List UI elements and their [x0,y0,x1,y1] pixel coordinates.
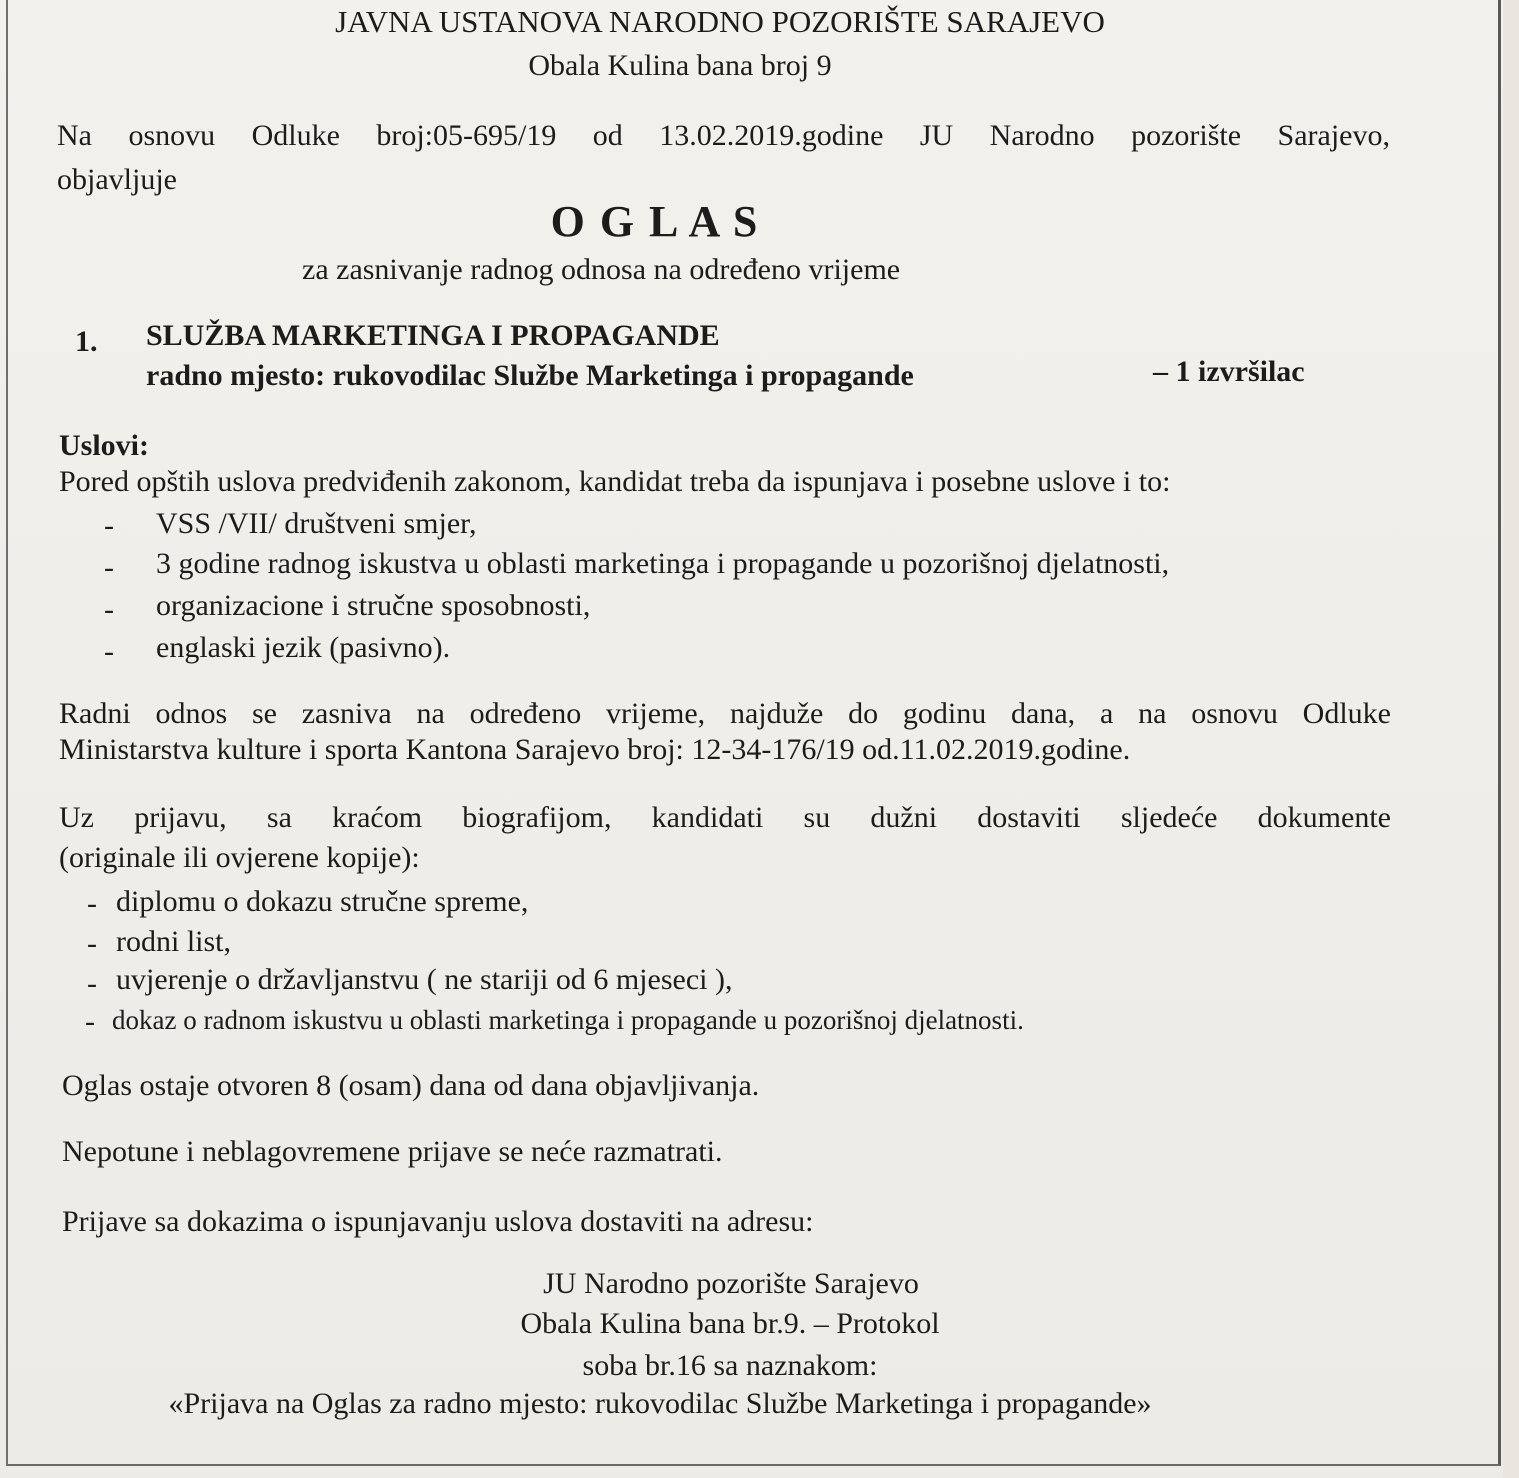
condition-item: VSS /VII/ društveni smjer, [156,507,477,540]
condition-item: englaski jezik (pasivno). [156,631,451,664]
condition-item: 3 godine radnog iskustva u oblasti marketinga i propagande u pozorišnoj djelatnosti, [156,547,1170,580]
page-edge [1503,0,1519,1478]
position-number: 1. [75,325,98,358]
bullet-dash: - [104,635,114,668]
bullet-dash: - [87,927,97,960]
address-line-1: JU Narodno pozorište Sarajevo [543,1267,919,1300]
open-period-note: Oglas ostaje otvoren 8 (osam) dana od dana objavljivanja. [62,1069,760,1102]
document-item: uvjerenje o državljanstvu ( ne stariji od 6 mjeseci ), [116,963,733,996]
employment-line-1: Radni odnos se zasniva na određeno vrijeme, najduže do godinu dana, a na osnovu Odluke [59,697,1391,730]
intro-line-2: objavljuje [57,163,177,196]
document-item: rodni list, [116,925,232,958]
employment-line-2: Ministarstva kulture i sporta Kantona Sarajevo broj: 12-34-176/19 od.11.02.2019.godine. [59,733,1131,766]
page-title: O G L A S [550,197,760,246]
send-to-note: Prijave sa dokazima o ispunjavanju uslova dostaviti na adresu: [62,1205,814,1238]
institution-address: Obala Kulina bana broj 9 [528,49,832,82]
intro-line-1: Na osnovu Odluke broj:05-695/19 od 13.02.2019.godine JU Narodno pozorište Sarajevo, [57,119,1390,152]
documents-line-2: (originale ili ovjerene kopije): [59,841,420,874]
address-line-2: Obala Kulina bana br.9. – Protokol [520,1307,940,1340]
address-line-4: «Prijava na Oglas za radno mjesto: rukovodilac Službe Marketinga i propagande» [168,1387,1152,1420]
bullet-dash: - [85,1005,95,1038]
bullet-dash: - [104,551,114,584]
incomplete-note: Nepotune i neblagovremene prijave se neće razmatrati. [62,1135,723,1168]
job-title: radno mjesto: rukovodilac Službe Marketinga i propagande [146,359,914,392]
bullet-dash: - [87,967,97,1000]
documents-line-1: Uz prijavu, sa kraćom biografijom, kandidati su dužni dostaviti sljedeće dokumente [59,801,1391,834]
document-item: diplomu o dokazu stručne spreme, [116,885,529,918]
title-subtitle: za zasnivanje radnog odnosa na određeno vrijeme [302,253,901,286]
conditions-intro: Pored opštih uslova predviđenih zakonom, kandidat treba da ispunjava i posebne uslove i to: [59,465,1171,498]
address-line-3: soba br.16 sa naznakom: [582,1349,878,1382]
job-count: – 1 izvršilac [1153,355,1305,388]
bullet-dash: - [87,887,97,920]
institution-name: JAVNA USTANOVA NARODNO POZORIŠTE SARAJEVO [335,4,1105,39]
document-item: dokaz o radnom iskustvu u oblasti marketinga i propagande u pozorišnoj djelatnosti. [112,1005,1024,1035]
conditions-heading: Uslovi: [59,429,149,462]
bullet-dash: - [104,509,114,542]
bullet-dash: - [104,593,114,626]
condition-item: organizacione i stručne sposobnosti, [156,589,591,622]
department-name: SLUŽBA MARKETINGA I PROPAGANDE [146,319,720,352]
